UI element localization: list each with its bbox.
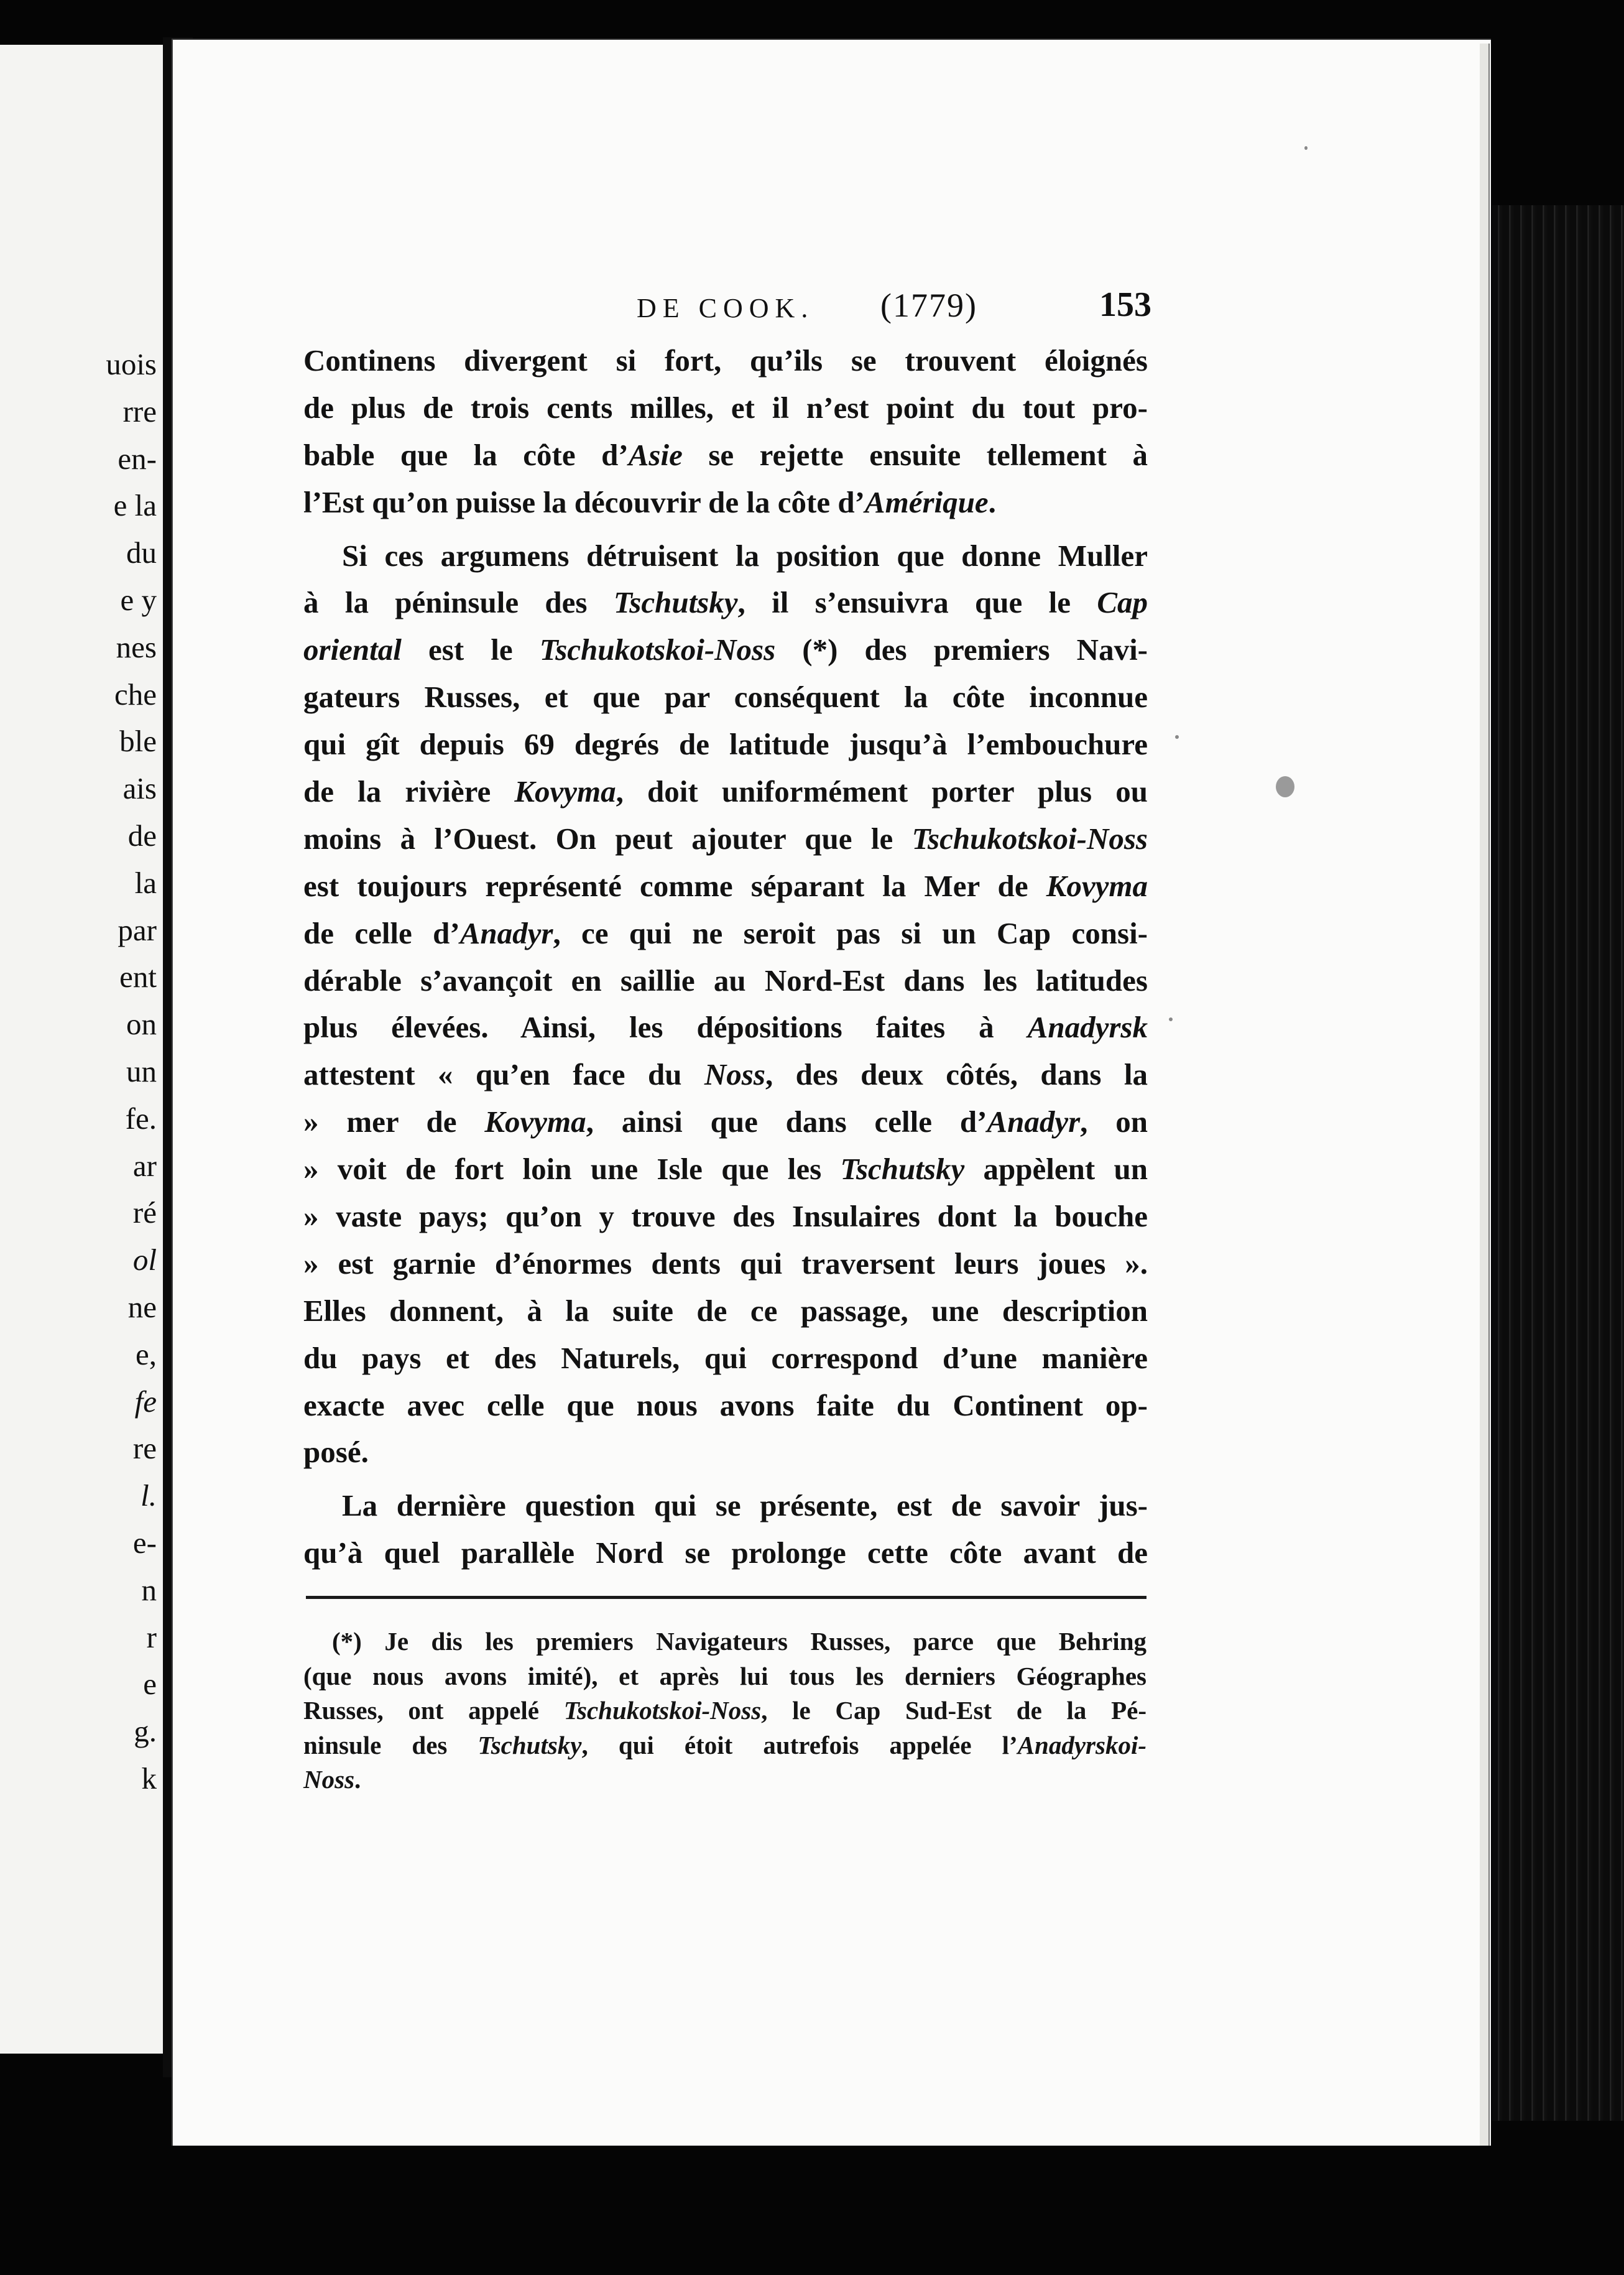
- text-line: [303, 1287, 1148, 1335]
- text-line: [303, 337, 1148, 384]
- previous-page-fragment-line: e y: [120, 582, 157, 617]
- text-line: [303, 910, 1148, 957]
- text-run: de celle d’: [303, 915, 460, 950]
- previous-page-fragment-line: rre: [122, 394, 157, 429]
- text-line: [303, 432, 1148, 479]
- previous-page-fragment-line: che: [114, 677, 157, 711]
- text-run: , le Cap Sud-Est de la Pé-: [761, 1696, 1146, 1725]
- previous-page-fragment-line: uois: [106, 347, 157, 381]
- previous-page-fragment-line: la: [134, 865, 157, 900]
- previous-page-fragment-line: ol: [132, 1243, 157, 1277]
- previous-page-fragment-line: nes: [116, 629, 157, 664]
- italic-name: Kovyma: [1046, 868, 1148, 903]
- text-run: gateurs Russes, et que par conséquent la côte inconnue: [303, 680, 1148, 715]
- text-line: [303, 721, 1148, 768]
- text-run: attestent « qu’en face du: [303, 1057, 704, 1092]
- text-run: bable que la côte d’: [303, 437, 629, 472]
- text-run: .: [988, 484, 996, 519]
- text-run: » vaste pays; qu’on y trouve des Insulaires dont la bouche: [303, 1199, 1148, 1234]
- previous-page-fragment-line: un: [126, 1054, 157, 1088]
- italic-name: Noss: [704, 1057, 765, 1092]
- italic-name: oriental: [303, 632, 402, 667]
- running-head-year: (1779): [880, 287, 977, 324]
- text-run: , il s’ensuivra que le: [737, 585, 1097, 620]
- previous-page-fragment-line: l.: [141, 1478, 157, 1513]
- text-line: [303, 1004, 1148, 1051]
- text-run: du pays et des Naturels, qui correspond d’une manière: [303, 1340, 1148, 1375]
- text-run: l’Est qu’on puisse la découvrir de la côte d’: [303, 484, 865, 519]
- previous-page-fragment-line: e-: [132, 1525, 157, 1560]
- italic-name: Tschukotskoi-Noss: [563, 1696, 762, 1725]
- previous-page-line-ends: [1, 341, 157, 1802]
- text-run: » est garnie d’énormes dents qui traversent leurs joues ».: [303, 1246, 1148, 1281]
- text-line: [303, 957, 1148, 1004]
- text-line: [303, 768, 1148, 815]
- text-run: Si ces argumens détruisent la position que donne Muller: [342, 538, 1148, 573]
- previous-page-fragment-line: k: [141, 1761, 157, 1795]
- italic-name: Tschukotskoi-Noss: [539, 632, 776, 667]
- text-run: plus élevées. Ainsi, les dépositions faites à: [303, 1010, 1028, 1045]
- text-line: [303, 1146, 1148, 1193]
- text-run: qui gît depuis 69 degrés de latitude jusqu’à l’embouchure: [303, 727, 1148, 762]
- previous-page-fragment-line: r: [146, 1619, 157, 1654]
- italic-name: Cap: [1097, 585, 1148, 620]
- page-number: 153: [1099, 285, 1151, 324]
- text-run: , on: [1080, 1105, 1148, 1139]
- text-run: (que nous avons imité), et après lui tous les derniers Géographes: [303, 1661, 1146, 1690]
- footnote-rule: [306, 1596, 1146, 1599]
- italic-name: Tschutsky: [478, 1730, 582, 1759]
- italic-name: Anadyr: [987, 1105, 1081, 1139]
- book-fore-edge: [1492, 205, 1624, 2121]
- italic-name: Tschukotskoi-Noss: [911, 821, 1148, 856]
- text-run: posé.: [303, 1435, 369, 1470]
- text-line: [303, 1482, 1148, 1529]
- italic-name: Kovyma: [484, 1105, 586, 1139]
- page-edge: [1480, 44, 1490, 2146]
- previous-page-fragment-line: e,: [136, 1337, 157, 1371]
- text-run: (*) Je dis les premiers Navigateurs Russes, parce que Behring: [332, 1627, 1146, 1656]
- text-line: [303, 1335, 1148, 1382]
- footnote-line: [303, 1694, 1146, 1728]
- text-run: (*) des premiers Navi-: [775, 632, 1148, 667]
- footnote-line: [303, 1728, 1146, 1763]
- text-line: [303, 1193, 1148, 1240]
- previous-page-fragment-line: ent: [119, 960, 157, 994]
- text-run: Elles donnent, à la suite de ce passage, une description: [303, 1293, 1148, 1328]
- text-run: appèlent un: [964, 1152, 1148, 1187]
- text-run: Russes, ont appelé: [303, 1696, 564, 1725]
- previous-page-fragment-line: ar: [132, 1148, 157, 1183]
- text-run: qu’à quel parallèle Nord se prolonge cette côte avant de: [303, 1536, 1148, 1570]
- italic-name: Asie: [628, 437, 683, 472]
- text-run: de plus de trois cents milles, et il n’est point du tout pro-: [303, 390, 1148, 425]
- text-line: [303, 1051, 1148, 1098]
- text-run: .: [354, 1765, 361, 1794]
- italic-name: Kovyma: [514, 774, 616, 809]
- text-run: , doit uniformément porter plus ou: [616, 774, 1148, 809]
- running-head: [307, 285, 1151, 328]
- text-run: , ainsi que dans celle d’: [586, 1105, 987, 1139]
- text-run: Continens divergent si fort, qu’ils se trouvent éloignés: [303, 343, 1148, 378]
- text-run: à la péninsule des: [303, 585, 614, 620]
- previous-page-fragment-line: par: [118, 912, 157, 947]
- text-run: ninsule des: [303, 1730, 478, 1759]
- italic-name: Tschutsky: [613, 585, 738, 620]
- footnote-line: [303, 1624, 1146, 1659]
- text-run: » voit de fort loin une Isle que les: [303, 1152, 841, 1187]
- paper-speck: [1175, 735, 1179, 739]
- italic-name: Anadyrsk: [1027, 1010, 1148, 1045]
- body-text: [303, 337, 1148, 1577]
- text-line: [303, 1529, 1148, 1577]
- paragraph-gap: [303, 526, 1148, 532]
- footnote-line: [303, 1659, 1146, 1694]
- text-run: , ce qui ne seroit pas si un Cap consi-: [553, 915, 1148, 950]
- footnote: [303, 1624, 1146, 1797]
- text-line: [303, 532, 1148, 580]
- paragraph-gap: [303, 1476, 1148, 1482]
- text-line: [303, 815, 1148, 863]
- previous-page-fragment-line: ais: [122, 771, 157, 806]
- italic-name: Noss: [303, 1765, 355, 1794]
- previous-page-fragment-line: du: [126, 535, 157, 570]
- text-line: [303, 579, 1148, 626]
- text-line: [303, 863, 1148, 910]
- previous-page-fragment-line: n: [141, 1572, 157, 1607]
- text-run: dérable s’avançoit en saillie au Nord-Est dans les latitudes: [303, 963, 1148, 998]
- previous-page-fragment-line: en-: [118, 441, 157, 476]
- italic-name: Anadyrskoi-: [1017, 1730, 1146, 1759]
- previous-page-fragment-line: ble: [119, 724, 157, 759]
- previous-page-fragment-line: ré: [132, 1195, 157, 1230]
- previous-page-fragment-line: e: [143, 1667, 157, 1702]
- text-line: [303, 384, 1148, 432]
- previous-page-fragment-line: re: [132, 1431, 157, 1466]
- text-run: , qui étoit autrefois appelée l’: [581, 1730, 1018, 1759]
- text-run: est le: [401, 632, 540, 667]
- text-line: [303, 1382, 1148, 1429]
- running-head-title: DE COOK.: [637, 293, 814, 323]
- paper-speck: [1169, 1017, 1173, 1021]
- previous-page-fragment-line: fe.: [125, 1101, 157, 1136]
- previous-page-fragment-line: on: [126, 1007, 157, 1042]
- previous-page-fragment: [0, 45, 165, 2054]
- previous-page-fragment-line: fe: [134, 1384, 157, 1419]
- text-line: [303, 626, 1148, 674]
- text-run: exacte avec celle que nous avons faite du Continent op-: [303, 1388, 1148, 1422]
- text-run: , des deux côtés, dans la: [765, 1057, 1148, 1092]
- text-run: moins à l’Ouest. On peut ajouter que le: [303, 821, 912, 856]
- paper-speck: [1304, 146, 1308, 150]
- text-line: [303, 674, 1148, 721]
- text-line: [303, 1429, 1148, 1476]
- italic-name: Tschutsky: [840, 1152, 965, 1187]
- previous-page-fragment-line: ne: [127, 1289, 157, 1324]
- paper-speck: [1276, 776, 1294, 797]
- previous-page-fragment-line: g.: [134, 1714, 157, 1749]
- previous-page-fragment-line: de: [127, 818, 157, 853]
- text-line: [303, 1098, 1148, 1146]
- text-run: de la rivière: [303, 774, 515, 809]
- italic-name: Anadyr: [459, 915, 553, 950]
- text-run: est toujours représenté comme séparant la Mer de: [303, 868, 1046, 903]
- footnote-line: [303, 1763, 1146, 1797]
- italic-name: Amérique: [864, 484, 989, 519]
- text-run: La dernière question qui se présente, est de savoir jus-: [342, 1488, 1148, 1523]
- text-line: [303, 1240, 1148, 1287]
- text-run: » mer de: [303, 1105, 485, 1139]
- text-run: se rejette ensuite tellement à: [682, 437, 1148, 472]
- previous-page-fragment-line: e la: [113, 488, 157, 523]
- text-line: [303, 479, 1148, 526]
